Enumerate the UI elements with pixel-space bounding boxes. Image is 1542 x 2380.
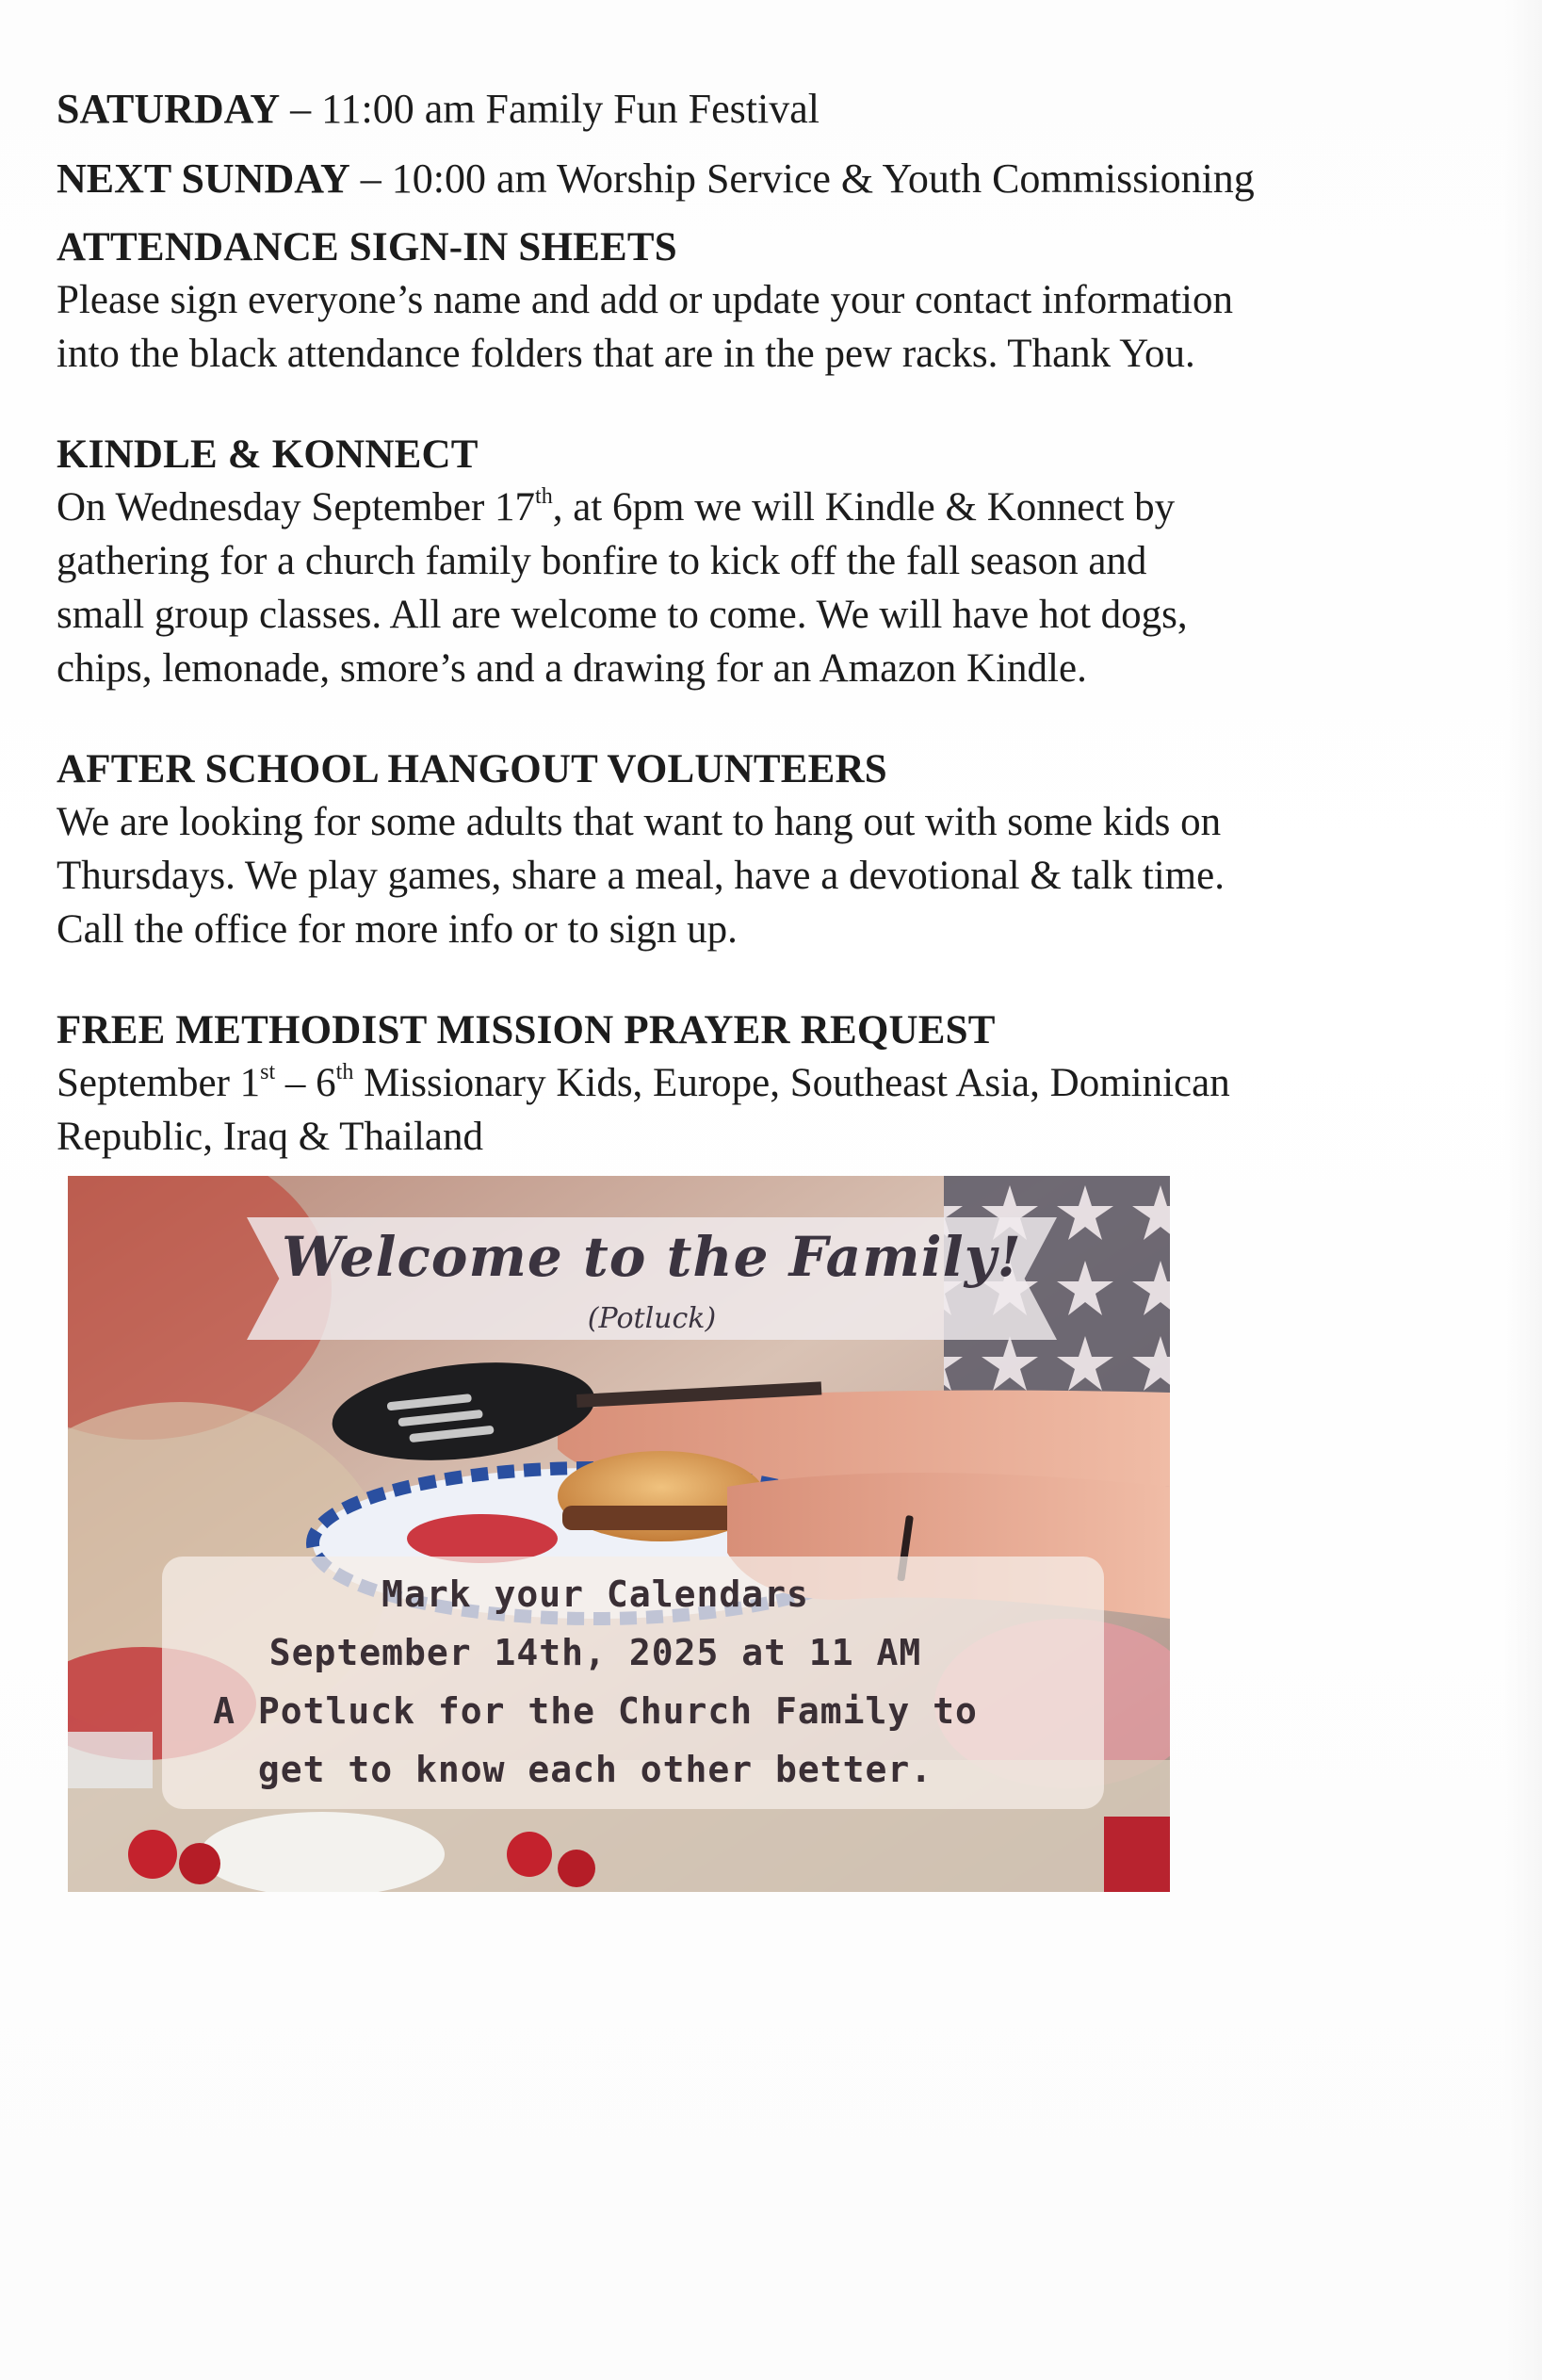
prayer-line: [57, 1056, 1422, 1110]
prayer-ordinal: st: [260, 1060, 276, 1084]
flyer-title: Welcome to the Family!: [282, 1225, 1022, 1289]
hangout-line: Call the office for more info or to sign up.: [57, 907, 738, 952]
attendance-section: [57, 222, 1422, 381]
kindle-section: [57, 430, 1422, 695]
kindle-line: chips, lemonade, smore’s and a drawing for an Amazon Kindle.: [57, 646, 1087, 691]
event-day: SATURDAY: [57, 86, 281, 132]
kindle-heading: KINDLE & KONNECT: [57, 432, 479, 477]
flyer-subtitle: (Potluck): [587, 1302, 717, 1335]
prayer-line: Republic, Iraq & Thailand: [57, 1115, 483, 1159]
prayer-regions: Missionary Kids, Europe, Southeast Asia, Dominican: [353, 1061, 1230, 1105]
kindle-line: [57, 481, 1422, 534]
hangout-section: [57, 744, 1422, 956]
attendance-line: Please sign everyone’s name and add or update your contact information: [57, 278, 1233, 322]
event-day: NEXT SUNDAY: [57, 155, 350, 202]
kindle-date-text: On Wednesday September 17: [57, 485, 536, 530]
attendance-heading: ATTENDANCE SIGN-IN SHEETS: [57, 225, 677, 269]
potluck-flyer: [68, 1176, 1170, 1892]
flyer-caption-line: get to know each other better.: [257, 1749, 933, 1790]
event-separator: –: [280, 86, 322, 132]
hangout-heading: AFTER SCHOOL HANGOUT VOLUNTEERS: [57, 747, 887, 791]
prayer-ordinal: th: [335, 1060, 354, 1084]
kindle-line: small group classes. All are welcome to come. We will have hot dogs,: [57, 593, 1188, 637]
flyer-caption-line: September 14th, 2025 at 11 AM: [268, 1632, 922, 1673]
flyer-caption-line: A Potluck for the Church Family to: [213, 1690, 978, 1732]
flyer-caption-line: Mark your Calendars: [381, 1573, 809, 1615]
event-detail: 11:00 am Family Fun Festival: [321, 86, 820, 132]
prayer-heading: FREE METHODIST MISSION PRAYER REQUEST: [57, 1008, 996, 1052]
kindle-line: gathering for a church family bonfire to kick off the fall season and: [57, 539, 1147, 583]
scan-edge-shadow: [1504, 0, 1542, 2380]
event-detail: 10:00 am Worship Service & Youth Commissioning: [391, 155, 1255, 202]
prayer-date-start: September 1: [57, 1061, 261, 1105]
prayer-section: [57, 1005, 1422, 1164]
event-separator: –: [349, 155, 392, 202]
kindle-ordinal: th: [535, 484, 553, 509]
event-next-sunday: [57, 153, 1422, 205]
hangout-line: We are looking for some adults that want to hang out with some kids on: [57, 800, 1222, 844]
prayer-date-end: – 6: [275, 1061, 336, 1105]
attendance-line: into the black attendance folders that are in the pew racks. Thank You.: [57, 332, 1195, 376]
event-saturday: [57, 83, 1422, 136]
kindle-line-rest: , at 6pm we will Kindle & Konnect by: [552, 485, 1176, 530]
hangout-line: Thursdays. We play games, share a meal, have a devotional & talk time.: [57, 854, 1225, 898]
announcements: [57, 83, 1422, 1164]
